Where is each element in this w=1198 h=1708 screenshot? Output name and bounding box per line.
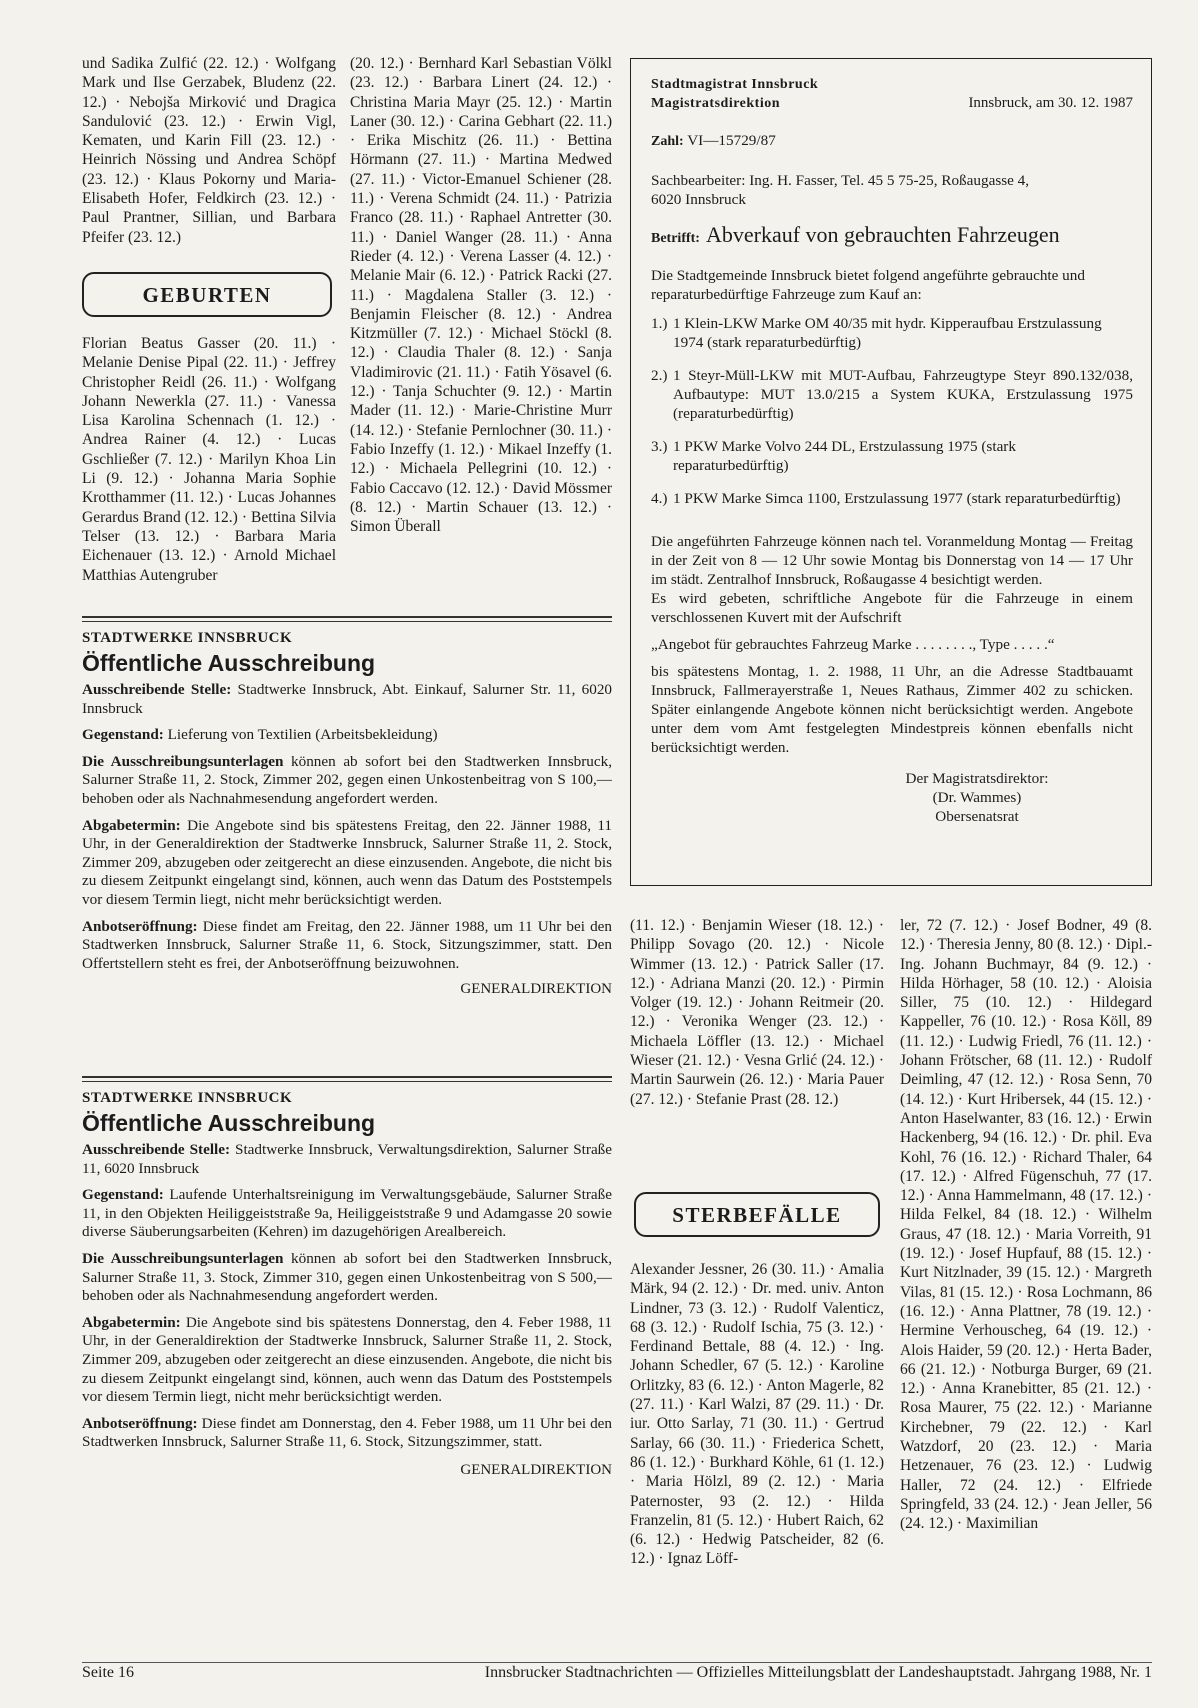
vehicle-item-text: 1 Steyr-Müll-LKW mit MUT-Aufbau, Fahrzeugtype Steyr 890.132/038, Aufbautype: MUT 13.0/215 a System KUKA, Erstzulassung 1975 (reparaturbedürftig) xyxy=(673,367,1133,422)
tender-section xyxy=(82,918,612,974)
tender-section-label: Abgabetermin: xyxy=(82,1313,181,1331)
vehicle-item xyxy=(651,489,1133,508)
sterbefaelle-heading-text: STERBEFÄLLE xyxy=(672,1203,842,1227)
tender-section xyxy=(82,1141,612,1178)
vehicle-item-text: 1 PKW Marke Volvo 244 DL, Erstzulassung 1975 (stark reparaturbedürftig) xyxy=(673,438,1016,474)
tender-section-text: Die Angebote sind bis spätestens Freitag, den 22. Jänner 1988, 11 Uhr, in der Generaldirektion der Stadtwerke Innsbruck, Salurner Straße 11, 2. Stock, Zimmer 209, abzugeben oder zeitgerecht an diese einzusenden. Angebote, die nicht bis zu diesem Zeitpunkt eingelangt sind, können, auch wenn das Datum des Poststempels vor diesem Termin liegt, nicht mehr berücksichtigt werden. xyxy=(82,816,613,908)
sachbearbeiter-line-1: Sachbearbeiter: Ing. H. Fasser, Tel. 45 5 75-25, Roßaugasse 4, xyxy=(651,172,1030,189)
tender-title: Öffentliche Ausschreibung xyxy=(82,1110,376,1136)
notice-intro: Die Stadtgemeinde Innsbruck bietet folgend angeführte gebrauchte und reparaturbedürftige Fahrzeuge zum Kauf an: xyxy=(651,267,1085,303)
tender-section-text: Diese findet am Freitag, den 22. Jänner 1988, um 11 Uhr bei den Stadtwerken Innsbruck, Salurner Straße 11, 6. Stock, Sitzungszimmer, statt. Den Offertstellern steht es frei, der Anbotseröffnung beizuwohnen. xyxy=(82,917,612,972)
geburten-heading-text: GEBURTEN xyxy=(142,283,272,307)
tender-notice-1 xyxy=(82,630,612,998)
vehicle-item-num: 4.) xyxy=(651,490,668,507)
tender-org: STADTWERKE INNSBRUCK xyxy=(82,1090,293,1106)
magistrat-org: Stadtmagistrat Innsbruck xyxy=(651,77,819,92)
tender-section-text: Die Angebote sind bis spätestens Donnerstag, den 4. Feber 1988, 11 Uhr, in der Generaldirektion der Stadtwerke Innsbruck, Salurner Straße 11, 2. Stock, Zimmer 209, abzugeben oder zeitgerecht an diese einzusenden. Angebote, die nicht bis zu diesem Zeitpunkt eingelangt sind, können, auch wenn das Datum des Poststempels vor diesem Termin liegt, nicht mehr berücksichtigt werden. xyxy=(82,1313,612,1406)
signature-role: Der Magistratsdirektor: xyxy=(905,770,1049,787)
births-column-3 xyxy=(630,916,884,1109)
tender-notice-2 xyxy=(82,1090,612,1479)
tender-section-label: Gegenstand: xyxy=(82,1186,164,1204)
vehicle-item-text: 1 Klein-LKW Marke OM 40/35 mit hydr. Kipperaufbau Erstzulassung 1974 (stark reparaturbedürftig) xyxy=(673,315,1102,351)
betrifft-value: Abverkauf von gebrauchten Fahrzeugen xyxy=(705,222,1060,247)
tender-section-text: können ab sofort bei den Stadtwerken Innsbruck, Salurner Straße 11, 3. Stock, Zimmer 310, gegen einen Unkostenbeitrag von S 500,— behoben oder als Nachnahmesendung angefordert werden. xyxy=(82,1249,612,1305)
tender-section xyxy=(82,1415,612,1452)
zahl-line xyxy=(651,131,1133,151)
births-column-2 xyxy=(350,54,612,536)
sachbearbeiter xyxy=(651,171,1133,209)
vehicle-item xyxy=(651,314,1133,352)
tender-section xyxy=(82,1314,612,1407)
zahl-label: Zahl: xyxy=(651,134,684,149)
tender-section-text: Lieferung von Textilien (Arbeitsbekleidung) xyxy=(167,726,438,744)
notice-p3: „Angebot für gebrauchtes Fahrzeug Marke . . . . . . . ., Type . . . . .“ xyxy=(651,636,1055,653)
tender-section xyxy=(82,1250,612,1306)
marriages-column-1 xyxy=(82,54,336,247)
vehicle-item-text: 1 PKW Marke Simca 1100, Erstzulassung 1977 (stark reparaturbedürftig) xyxy=(673,490,1121,507)
births-text: Florian Beatus Gasser (20. 11.) · Melanie Denise Pipal (22. 11.) · Jeffrey Christopher Reidl (26. 11.) · Wolfgang Johann Newerkla (27. 11.) · Vanessa Lisa Karolina Schennach (1. 12.) · Andrea Rainer (4. 12.) · Lucas Gschließer (7. 12.) · Marilyn Khoa Lin Li (9. 12.) · Johanna Maria Sophie Krotthammer (11. 12.) · Lucas Johannes Gerardus Brand (12. 12.) · Bettina Silvia Telser (13. 12.) · Barbara Maria Eichenauer (13. 12.) · Arnold Michael Matthias Autengruber xyxy=(82,335,336,584)
tender-org: STADTWERKE INNSBRUCK xyxy=(82,630,293,646)
notice-body xyxy=(651,532,1133,757)
betrifft-label: Betrifft: xyxy=(651,231,700,246)
deaths-text-2: ler, 72 (7. 12.) · Josef Bodner, 49 (8. 12.) · Theresia Jenny, 80 (8. 12.) · Dipl.-Ing. Johann Buchmayr, 84 (9. 12.) · Hilda Hörhager, 58 (10. 12.) · Aloisia Siller, 75 (10. 12.) · Hildegard Kappeller, 76 (10. 12.) · Rosa Köll, 89 (11. 12.) · Ludwig Friedl, 76 (11. 12.) · Johann Frötscher, 68 (11. 12.) · Rudolf Deimling, 47 (12. 12.) · Rosa Senn, 70 (14. 12.) · Kurt Hribersek, 44 (15. 12.) · Anton Haselwanter, 83 (16. 12.) · Erwin Hackenberg, 94 (16. 12.) · Dr. phil. Eva Kohl, 76 (16. 12.) · Richard Thaler, 64 (17. 12.) · Alfred Fügenschuh, 77 (17. 12.) · Anna Hammelmann, 48 (17. 12.) · Hilda Felkel, 84 (18. 12.) · Wilhelm Graus, 47 (18. 12.) · Maria Vorreith, 91 (19. 12.) · Josef Hupfauf, 88 (15. 12.) · Kurt Nitzlnader, 39 (15. 12.) · Margreth Vilas, 81 (15. 12.) · Rosa Lochmann, 86 (16. 12.) · Anna Plattner, 78 (19. 12.) · Hermine Verhouscheg, 64 (19. 12.) · Alois Haider, 59 (20. 12.) · Herta Bader, 66 (21. 12.) · Notburga Burger, 69 (21. 12.) · Anna Kranebitter, 85 (21. 12.) · Rosa Maurer, 75 (22. 12.) · Marianne Kirchebner, 79 (22. 12.) · Karl Watzdorf, 20 (23. 12.) · Maria Hetzenauer, 76 (23. 12.) · Ludwig Haller, 72 (24. 12.) · Elfriede Springfeld, 33 (24. 12.) · Jean Jeller, 56 (24. 12.) · Maximilian xyxy=(900,917,1152,1533)
marriages-text: und Sadika Zulfić (22. 12.) · Wolfgang Mark und Ilse Gerzabek, Bludenz (22. 12.) · Nebojša Mirković und Dragica Sandulović (23. 12.) · Erwin Vigl, Kematen, und Karin Fill (23. 12.) · Heinrich Nössing und Andrea Schöpf (23. 12.) · Klaus Pokorny und Maria-Elisabeth Hofer, Feldkirch (23. 12.) · Paul Prantner, Sillian, und Barbara Pfeifer (23. 12.) xyxy=(82,55,336,246)
sachbearbeiter-line-2: 6020 Innsbruck xyxy=(651,191,746,208)
births-column-1 xyxy=(82,334,336,585)
sterbefaelle-heading xyxy=(634,1192,880,1237)
divider xyxy=(82,1076,612,1082)
vehicle-list xyxy=(651,314,1133,508)
vehicle-item xyxy=(651,366,1133,423)
zahl-value: VI—15729/87 xyxy=(687,132,776,149)
tender-title: Öffentliche Ausschreibung xyxy=(82,650,376,676)
tender-section-label: Anbotseröffnung: xyxy=(82,917,198,935)
vehicle-item xyxy=(651,437,1133,475)
deaths-column-3 xyxy=(630,1260,884,1569)
vehicle-item-num: 2.) xyxy=(651,367,668,384)
divider xyxy=(82,616,612,622)
tender-section-text: Stadtwerke Innsbruck, Abt. Einkauf, Salurner Str. 11, 6020 Innsbruck xyxy=(82,681,613,717)
tender-section-text: Diese findet am Donnerstag, den 4. Feber 1988, um 11 Uhr bei den Stadtwerken Innsbruck, Salurner Straße 11, 6. Stock, Sitzungszimmer, statt. xyxy=(82,1414,613,1451)
signature-title: Obersenatsrat xyxy=(935,808,1019,825)
tender-section-label: Ausschreibende Stelle: xyxy=(82,1141,231,1158)
vehicle-item-num: 1.) xyxy=(651,315,668,332)
notice-p2: Es wird gebeten, schriftliche Angebote für die Fahrzeuge in einem verschlossenen Kuvert mit der Aufschrift xyxy=(651,590,1133,626)
deaths-text: Alexander Jessner, 26 (30. 11.) · Amalia Märk, 94 (2. 12.) · Dr. med. univ. Anton Lindner, 73 (3. 12.) · Rudolf Valenticz, 68 (3. 12.) · Rudolf Ischia, 75 (3. 12.) · Ferdinand Bettale, 88 (4. 12.) · Ing. Johann Schedler, 67 (5. 12.) · Karoline Orlitzky, 83 (6. 12.) · Anton Magerle, 82 (27. 11.) · Karl Walzi, 87 (29. 11.) · Dr. iur. Otto Sarlay, 71 (30. 11.) · Gertrud Sarlay, 66 (30. 11.) · Friederica Schett, 86 (1. 12.) · Burkhard Köhle, 61 (1. 12.) · Maria Hölzl, 89 (2. 12.) · Maria Paternoster, 93 (2. 12.) · Hilda Franzelin, 81 (5. 12.) · Hubert Raich, 62 (6. 12.) · Hedwig Patscheider, 82 (6. 12.) · Ignaz Löff- xyxy=(630,1261,884,1568)
tender-section-text: Stadtwerke Innsbruck, Verwaltungsdirektion, Salurner Straße 11, 6020 Innsbruck xyxy=(82,1141,613,1177)
tender-section xyxy=(82,753,612,809)
notice-p4: bis spätestens Montag, 1. 2. 1988, 11 Uhr, an die Adresse Stadtbauamt Innsbruck, Fallmerayerstraße 1, Neues Rathaus, Zimmer 402 zu schicken. Später einlangende Angebote können nicht berücksichtigt werden. Angebote unter dem vom Amt festgelegten Mindestpreis können ebenfalls nicht berücksichtigt werden. xyxy=(651,663,1133,756)
tender-section-label: Die Ausschreibungsunterlagen xyxy=(82,752,284,770)
births-text-3: (11. 12.) · Benjamin Wieser (18. 12.) · Philipp Sovago (20. 12.) · Nicole Wimmer (13. 12.) · Patrick Saller (17. 12.) · Adriana Manzi (20. 12.) · Pirmin Volger (19. 12.) · Johann Reitmeir (20. 12.) · Veronika Wenger (23. 12.) · Michaela Löffler (13. 12.) · Michael Wieser (21. 12.) · Vesna Grlić (24. 12.) · Martin Saurwein (26. 12.) · Maria Pauer (27. 12.) · Stefanie Prast (28. 12.) xyxy=(630,917,884,1108)
footer-title: Innsbrucker Stadtnachrichten — Offizielles Mitteilungsblatt der Landeshauptstadt. Jahrgang 1988, Nr. 1 xyxy=(484,1664,1152,1681)
deaths-column-4 xyxy=(900,916,1152,1534)
signature xyxy=(821,769,1133,826)
tender-section-text: Laufende Unterhaltsreinigung im Verwaltungsgebäude, Salurner Straße 11, in den Objekten Heiliggeiststraße 9a, Heiliggeiststraße 9 und Adamgasse 20 sowie diverse Säuberungsarbeiten (Kehren) im dazugehörigen Arealbereich. xyxy=(82,1186,612,1241)
magistrat-dept: Magistratsdirektion xyxy=(651,96,781,111)
magistrat-notice xyxy=(630,58,1152,886)
notice-p1: Die angeführten Fahrzeuge können nach tel. Voranmeldung Montag — Freitag in der Zeit von 8 — 12 Uhr sowie Montag bis Donnerstag von 14 — 17 Uhr im städt. Zentralhof Innsbruck, Roßaugasse 4 besichtigt werden. xyxy=(651,533,1133,588)
tender-section-label: Die Ausschreibungsunterlagen xyxy=(82,1249,284,1267)
tender-section xyxy=(82,681,612,718)
tender-section xyxy=(82,726,612,745)
tender-section-label: Anbotseröffnung: xyxy=(82,1414,198,1432)
notice-date: Innsbruck, am 30. 12. 1987 xyxy=(968,95,1133,111)
betrifft-line xyxy=(651,222,1133,248)
tender-section-label: Abgabetermin: xyxy=(82,816,181,834)
tender-section-label: Gegenstand: xyxy=(82,726,164,744)
tender-section-label: Ausschreibende Stelle: xyxy=(82,681,232,698)
page-number: Seite 16 xyxy=(82,1664,134,1681)
signature-name: (Dr. Wammes) xyxy=(932,789,1022,806)
tender-section xyxy=(82,817,612,910)
tender-sign: GENERALDIREKTION xyxy=(460,981,612,998)
tender-section xyxy=(82,1186,612,1242)
tender-sign: GENERALDIREKTION xyxy=(460,1461,612,1478)
vehicle-item-num: 3.) xyxy=(651,438,668,455)
geburten-heading xyxy=(82,272,332,317)
footer-rule xyxy=(82,1662,1152,1663)
tender-section-text: können ab sofort bei den Stadtwerken Innsbruck, Salurner Straße 11, 2. Stock, Zimmer 202, gegen einen Unkostenbeitrag von S 100,— behoben oder als Nachnahmesendung angefordert werden. xyxy=(82,752,612,807)
births-text-2: (20. 12.) · Bernhard Karl Sebastian Völkl (23. 12.) · Barbara Linert (24. 12.) · Christina Maria Mayr (25. 12.) · Martin Laner (30. 12.) · Carina Gebhart (22. 11.) · Erika Mischitz (26. 11.) · Bettina Hörmann (27. 11.) · Martina Medwed (27. 11.) · Victor-Emanuel Schiener (28. 11.) · Verena Schmidt (24. 11.) · Patrizia Franco (28. 11.) · Raphael Antretter (30. 11.) · Daniel Wanger (28. 11.) · Anna Rieder (4. 12.) · Verena Lasser (4. 12.) · Melanie Mair (6. 12.) · Patrick Racki (27. 11.) · Magdalena Staller (3. 12.) · Benjamin Fleischer (8. 12.) · Andrea Kitzmüller (7. 12.) · Michael Stöckl (8. 12.) · Claudia Thaler (8. 12.) · Sanja Vladimirovic (21. 11.) · Fatih Yösavel (6. 12.) · Tanja Schuchter (9. 12.) · Martin Mader (11. 12.) · Marie-Christine Murr (14. 12.) · Stefanie Pernlochner (30. 11.) · Fabio Inzeffy (1. 12.) · Mikael Inzeffy (1. 12.) · Michaela Pellegrini (10. 12.) · Fabio Caccavo (12. 12.) · David Mössmer (8. 12.) · Martin Schauer (13. 12.) · Simon Überall xyxy=(350,55,612,536)
